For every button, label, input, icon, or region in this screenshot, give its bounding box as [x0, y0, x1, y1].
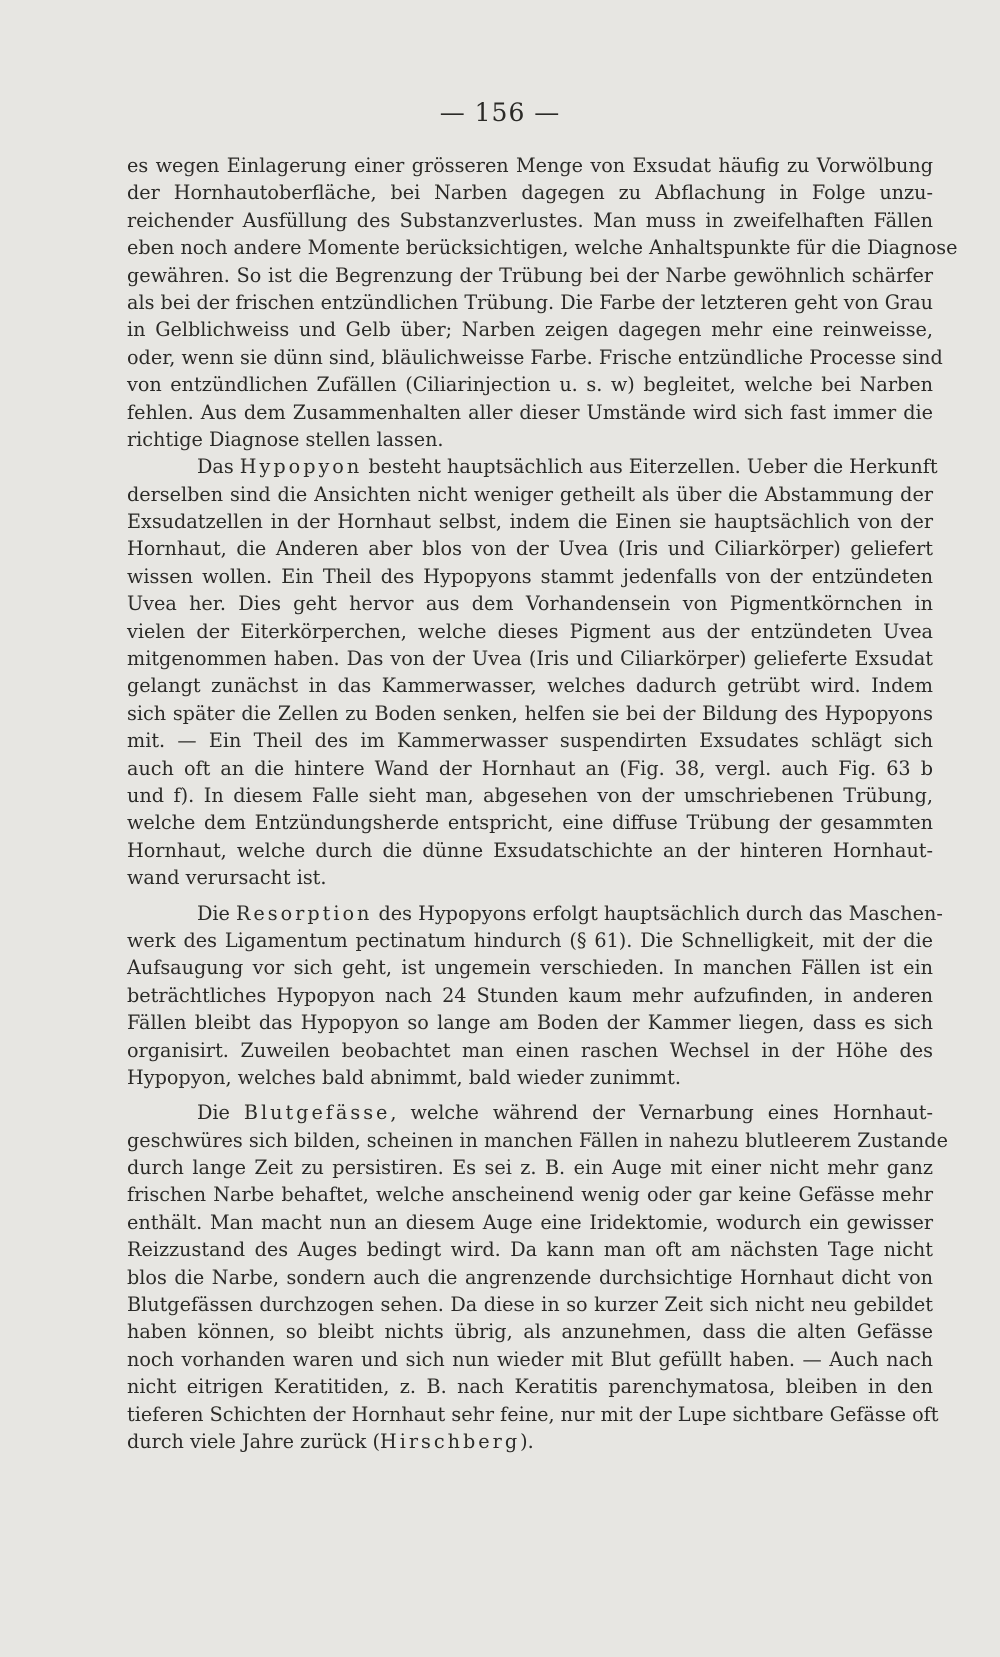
text-line: derselben sind die Ansichten nicht weniger getheilt als über die Abstammung der	[127, 482, 933, 506]
text-line: mitgenommen haben. Das von der Uvea (Iris und Ciliarkörper) gelieferte Exsudat	[127, 647, 933, 671]
paragraph-gap	[127, 1091, 933, 1099]
text-line: welche dem Entzündungsherde entspricht, eine diffuse Trübung der gesammten	[127, 811, 933, 835]
text-line: gelangt zunächst in das Kammerwasser, welches dadurch getrübt wird. Indem	[127, 674, 933, 698]
text-line: es wegen Einlagerung einer grösseren Menge von Exsudat häufig zu Vorwölbung	[127, 154, 933, 177]
text-line: wissen wollen. Ein Theil des Hypopyons stammt jedenfalls von der entzündeten	[127, 564, 933, 588]
text-line: geschwüres sich bilden, scheinen in manchen Fällen in nahezu blutleerem Zustande	[127, 1128, 948, 1152]
text-line: werk des Ligamentum pectinatum hindurch (§ 61). Die Schnelligkeit, mit der die	[127, 928, 933, 952]
text-line: vielen der Eiterkörperchen, welche dieses Pigment aus der entzündeten Uvea	[127, 619, 933, 643]
paragraph-lead-line	[127, 1099, 933, 1126]
text-line: fehlen. Aus dem Zusammenhalten aller dieser Umstände wird sich fast immer die	[127, 400, 933, 424]
paragraph-lead-line	[127, 900, 943, 927]
text-line: mit. — Ein Theil des im Kammerwasser suspendirten Exsudates schlägt sich	[127, 729, 933, 753]
text-line: Uvea her. Dies geht hervor aus dem Vorhandensein von Pigmentkörnchen in	[127, 592, 933, 616]
text-line: eben noch andere Momente berücksichtigen, welche Anhaltspunkte für die Diagnose	[127, 236, 958, 260]
emphasized-term: Blutgefässe	[243, 1101, 391, 1125]
lead-text: Die	[197, 901, 236, 925]
text-line: wand verursacht ist.	[127, 866, 327, 890]
paragraph-gap	[127, 892, 933, 900]
lead-text: , welche während der Vernarbung eines Hornhaut-	[390, 1101, 933, 1125]
lead-text: des Hypopyons erfolgt hauptsächlich durch das Maschen-	[372, 901, 943, 925]
text-line: Fällen bleibt das Hypopyon so lange am Boden der Kammer liegen, dass es sich	[127, 1011, 933, 1035]
text-line: noch vorhanden waren und sich nun wieder mit Blut gefüllt haben. — Auch nach	[127, 1347, 933, 1371]
text-line: in Gelblichweiss und Gelb über; Narben zeigen dagegen mehr eine reinweisse,	[127, 318, 933, 342]
text-line: auch oft an die hintere Wand der Hornhaut an (Fig. 38, vergl. auch Fig. 63 b	[127, 756, 933, 780]
paragraph-lead-line	[127, 453, 938, 480]
text-line: als bei der frischen entzündlichen Trübung. Die Farbe der letzteren geht von Grau	[127, 290, 933, 314]
paragraph-2	[127, 453, 938, 891]
text-line: Exsudatzellen in der Hornhaut selbst, indem die Einen sie hauptsächlich von der	[127, 510, 933, 534]
text-line: Hornhaut, die Anderen aber blos von der Uvea (Iris und Ciliarkörper) geliefert	[127, 537, 933, 561]
text-line: reichender Ausfüllung des Substanzverlustes. Man muss in zweifelhaften Fällen	[127, 208, 933, 232]
paragraph-4	[127, 1099, 948, 1455]
text-line: organisirt. Zuweilen beobachtet man einen raschen Wechsel in der Höhe des	[127, 1038, 933, 1062]
text-line: durch lange Zeit zu persistiren. Es sei z. B. ein Auge mit einer nicht mehr ganz	[127, 1156, 933, 1180]
paragraph-3	[127, 900, 943, 1092]
text-line: frischen Narbe behaftet, welche anscheinend wenig oder gar keine Gefässe mehr	[127, 1183, 933, 1207]
emphasized-author: Hirschberg	[380, 1429, 521, 1453]
text-line: von entzündlichen Zufällen (Ciliarinjection u. s. w) begleitet, welche bei Narben	[127, 373, 933, 397]
text-line: nicht eitrigen Keratitiden, z. B. nach Keratitis parenchymatosa, bleiben in den	[127, 1375, 933, 1399]
lead-text: Das	[197, 455, 240, 479]
text-line: Reizzustand des Auges bedingt wird. Da kann man oft am nächsten Tage nicht	[127, 1238, 933, 1262]
text-line: gewähren. So ist die Begrenzung der Trübung bei der Narbe gewöhnlich schärfer	[127, 263, 933, 287]
paragraph-1	[127, 152, 958, 453]
text-line: der Hornhautoberfläche, bei Narben dagegen zu Abflachung in Folge unzu-	[127, 181, 933, 205]
text-line: beträchtliches Hypopyon nach 24 Stunden kaum mehr aufzufinden, in anderen	[127, 983, 933, 1007]
text-line: blos die Narbe, sondern auch die angrenzende durchsichtige Hornhaut dicht von	[127, 1265, 933, 1289]
paragraph-tail-line	[127, 1428, 933, 1455]
tail-text: durch viele Jahre zurück (	[127, 1429, 381, 1453]
text-line: Hypopyon, welches bald abnimmt, bald wieder zunimmt.	[127, 1065, 681, 1089]
text-line: Hornhaut, welche durch die dünne Exsudatschichte an der hinteren Hornhaut-	[127, 838, 933, 862]
text-line: und f). In diesem Falle sieht man, abgesehen von der umschriebenen Trübung,	[127, 783, 933, 807]
text-line: Aufsaugung vor sich geht, ist ungemein verschieden. In manchen Fällen ist ein	[127, 956, 933, 980]
lead-text: Die	[197, 1101, 244, 1125]
text-line: tieferen Schichten der Hornhaut sehr feine, nur mit der Lupe sichtbare Gefässe oft	[127, 1402, 939, 1426]
page-number: — 156 —	[439, 98, 561, 127]
emphasized-term: Resorption	[235, 901, 373, 925]
text-line: enthält. Man macht nun an diesem Auge eine Iridektomie, wodurch ein gewisser	[127, 1210, 933, 1234]
text-line: Blutgefässen durchzogen sehen. Da diese in so kurzer Zeit sich nicht neu gebildet	[127, 1293, 933, 1317]
emphasized-term: Hypopyon	[239, 455, 363, 479]
text-line: oder, wenn sie dünn sind, bläulichweisse Farbe. Frische entzündliche Processe sind	[127, 345, 943, 369]
lead-text: besteht hauptsächlich aus Eiterzellen. Ueber die Herkunft	[362, 455, 938, 479]
text-line: haben können, so bleibt nichts übrig, als anzunehmen, dass die alten Gefässe	[127, 1320, 933, 1344]
text-line: richtige Diagnose stellen lassen.	[127, 427, 444, 451]
tail-text: ).	[520, 1429, 534, 1453]
text-line: sich später die Zellen zu Boden senken, helfen sie bei der Bildung des Hypopyons	[127, 701, 933, 725]
body-text	[127, 152, 958, 1455]
